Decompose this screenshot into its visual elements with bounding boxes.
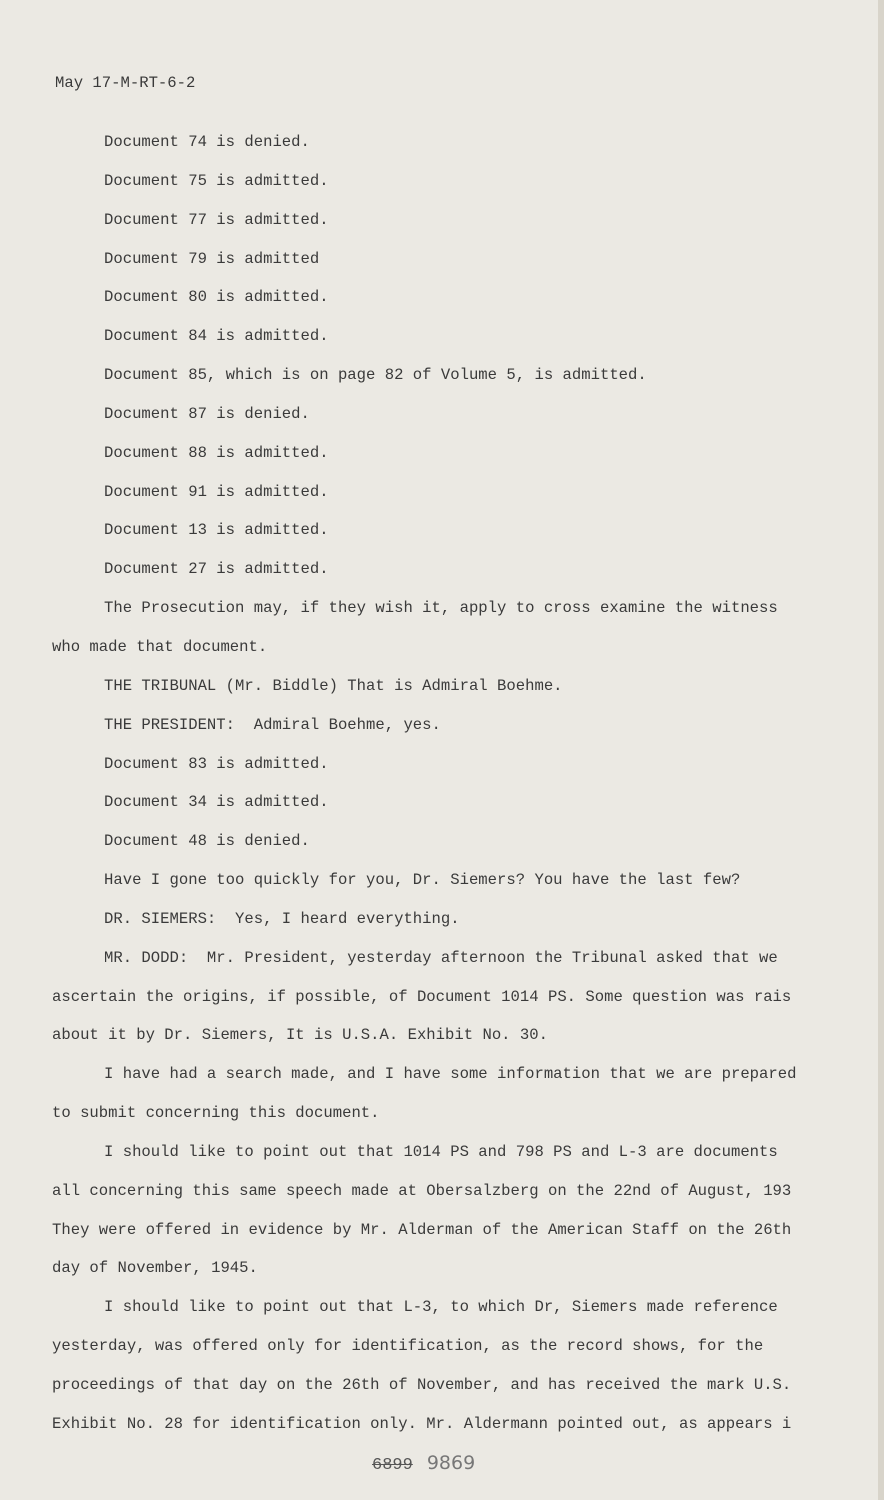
line: Document 87 is denied. [104,404,310,423]
line: ascertain the origins, if possible, of Document 1014 PS. Some question was rais [52,987,792,1006]
line: I should like to point out that 1014 PS and 798 PS and L-3 are documents [104,1142,778,1161]
line: THE PRESIDENT: Admiral Boehme, yes. [104,715,441,734]
line: Document 85, which is on page 82 of Volume 5, is admitted. [104,366,647,385]
line: Document 13 is admitted. [104,521,329,540]
line: Document 34 is admitted. [104,793,329,812]
line: day of November, 1945. [52,1259,258,1278]
page-number [372,1452,475,1475]
line: Document 48 is denied. [104,832,310,851]
line: MR. DODD: Mr. President, yesterday afternoon the Tribunal asked that we [104,948,778,967]
line: The Prosecution may, if they wish it, apply to cross examine the witness [104,599,778,618]
line: Document 27 is admitted. [104,560,329,579]
line: They were offered in evidence by Mr. Alderman of the American Staff on the 26th [52,1220,792,1239]
page-header: May 17-M-RT-6-2 [55,74,196,92]
line: all concerning this same speech made at Obersalzberg on the 22nd of August, 193 [52,1181,792,1200]
line: who made that document. [52,637,268,656]
paper-edge [878,0,884,1500]
line: about it by Dr. Siemers, It is U.S.A. Exhibit No. 30. [52,1026,548,1045]
line: Document 79 is admitted [104,249,320,268]
line: Have I gone too quickly for you, Dr. Siemers? You have the last few? [104,871,741,890]
line: Exhibit No. 28 for identification only. Mr. Aldermann pointed out, as appears i [52,1414,792,1433]
line: Document 84 is admitted. [104,327,329,346]
line: DR. SIEMERS: Yes, I heard everything. [104,909,460,928]
line: THE TRIBUNAL (Mr. Biddle) That is Admiral Boehme. [104,676,563,695]
line: Document 88 is admitted. [104,443,329,462]
handwritten-page-number: 9869 [426,1452,476,1474]
line: Document 80 is admitted. [104,288,329,307]
line: to submit concerning this document. [52,1104,380,1123]
line: yesterday, was offered only for identification, as the record shows, for the [52,1337,764,1356]
transcript-body [52,130,832,1451]
line: proceedings of that day on the 26th of November, and has received the mark U.S. [52,1376,792,1394]
line: I should like to point out that L-3, to which Dr, Siemers made reference [104,1298,778,1317]
line: Document 75 is admitted. [104,171,329,190]
line: Document 91 is admitted. [104,482,329,501]
line: Document 83 is admitted. [104,754,329,773]
line: Document 77 is admitted. [104,210,329,229]
line: I have had a search made, and I have some information that we are prepared [104,1065,797,1084]
struck-page-number: 6899 [372,1456,413,1475]
line: Document 74 is denied. [104,133,310,151]
